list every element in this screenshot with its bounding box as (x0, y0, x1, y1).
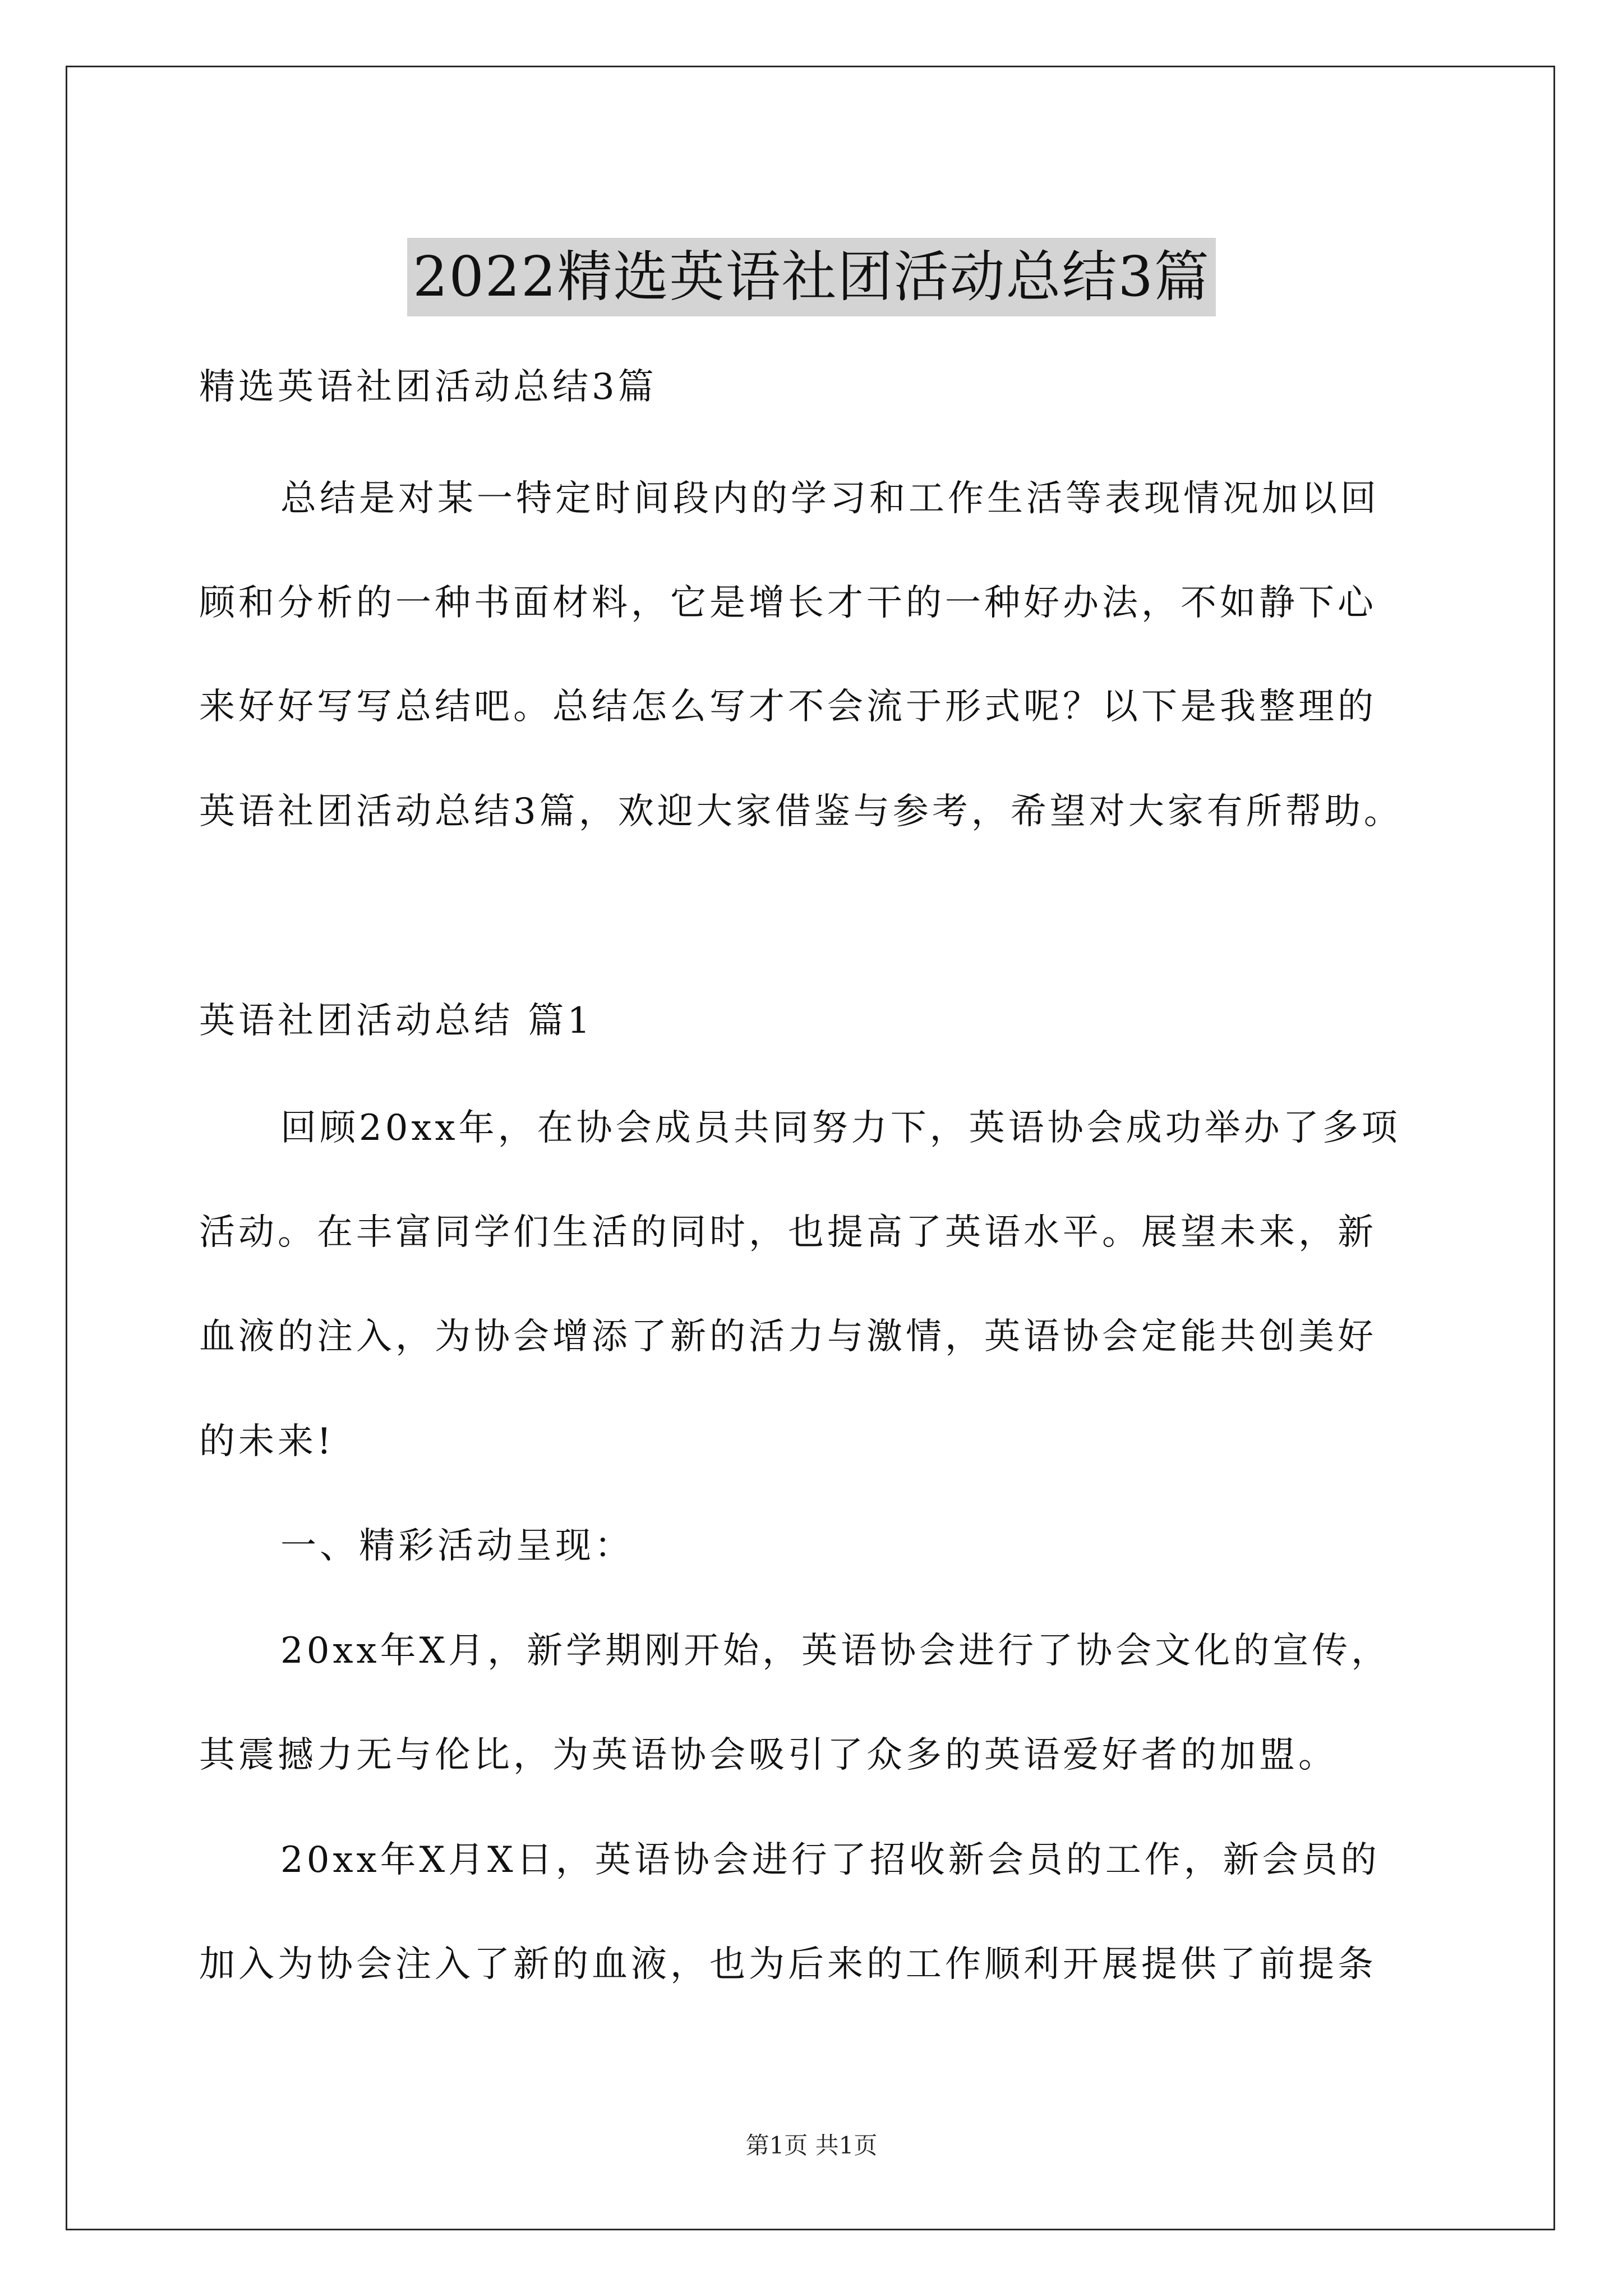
title-container (0, 201, 1623, 353)
paragraph-line: 20xx年X月X日，英语协会进行了招收新会员的工作，新会员的 (280, 1839, 1380, 1881)
paragraph-line: 20xx年X月，新学期刚开始，英语协会进行了协会文化的宣传， (280, 1630, 1391, 1672)
intro-line-4: 英语社团活动总结3篇，欢迎大家借鉴与参考，希望对大家有所帮助。 (199, 791, 1403, 832)
intro-line-3: 来好好写写总结吧。总结怎么写才不会流于形式呢？以下是我整理的 (199, 686, 1377, 728)
section-heading: 英语社团活动总结 篇1 (199, 1000, 594, 1042)
intro-line-1: 总结是对某一特定时间段内的学习和工作生活等表现情况加以回 (280, 478, 1380, 519)
paragraph-line: 血液的注入，为协会增添了新的活力与激情，英语协会定能共创美好 (199, 1316, 1377, 1358)
paragraph-line: 的未来! (199, 1421, 335, 1462)
subheading-activities: 一、精彩活动呈现： (280, 1525, 634, 1567)
subtitle-line: 精选英语社团活动总结3篇 (199, 366, 657, 408)
intro-line-2: 顾和分析的一种书面材料，它是增长才干的一种好办法，不如静下心 (199, 582, 1377, 624)
paragraph-line: 活动。在丰富同学们生活的同时，也提高了英语水平。展望未来，新 (199, 1212, 1377, 1253)
document-title: 2022精选英语社团活动总结3篇 (407, 238, 1216, 316)
paragraph-line: 其震撼力无与伦比，为英语协会吸引了众多的英语爱好者的加盟。 (199, 1734, 1338, 1776)
paragraph-line: 加入为协会注入了新的血液，也为后来的工作顺利开展提供了前提条 (199, 1944, 1377, 1985)
paragraph-line: 回顾20xx年，在协会成员共同努力下，英语协会成功举办了多项 (280, 1107, 1401, 1149)
page-footer: 第1页 共1页 (745, 2132, 878, 2159)
